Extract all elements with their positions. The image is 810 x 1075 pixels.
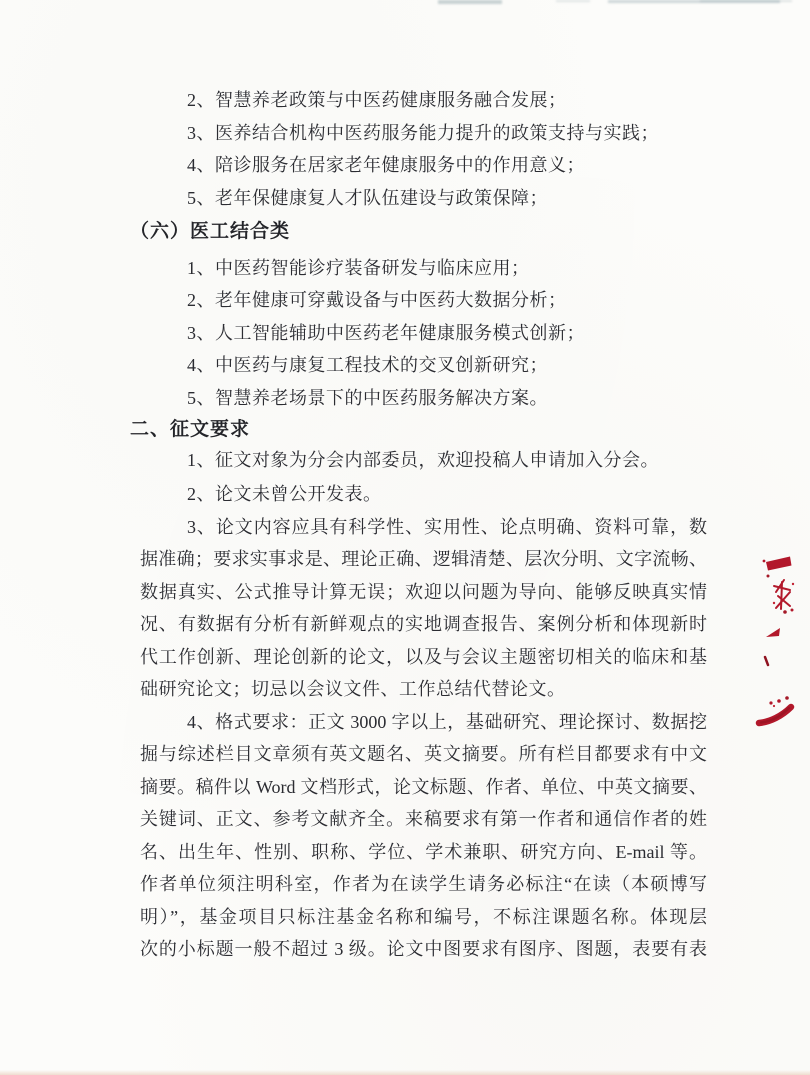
- paragraph-line: 次的小标题一般不超过 3 级。论文中图要求有图序、图题，表要有表: [140, 939, 707, 959]
- requirement-item: 2、论文未曾公开发表。: [187, 484, 382, 504]
- requirement-item: 1、征文对象为分会内部委员，欢迎投稿人申请加入分会。: [187, 449, 659, 470]
- paragraph-line: 数据真实、公式推导计算无误；欢迎以问题为导向、能够反映真实情: [140, 581, 707, 602]
- scan-artifact-top: [556, 0, 590, 2]
- paragraph-line: 代工作创新、理论创新的论文，以及与会议主题密切相关的临床和基: [140, 646, 707, 667]
- paragraph-line: 据准确；要求实事求是、理论正确、逻辑清楚、层次分明、文字流畅、: [140, 549, 707, 569]
- list-item: 3、医养结合机构中医药服务能力提升的政策支持与实践；: [187, 122, 659, 143]
- section-heading-part-two: 二、征文要求: [130, 419, 251, 440]
- paragraph-line: 础研究论文；切忌以会议文件、工作总结代替论文。: [140, 679, 566, 699]
- document-body: [130, 84, 707, 966]
- scan-artifact-bottom: [0, 1070, 810, 1075]
- scan-artifact-top: [700, 0, 792, 2]
- paragraph-line: 关键词、正文、参考文献齐全。来稿要求有第一作者和通信作者的姓: [140, 809, 707, 829]
- paragraph-line: 名、出生年、性别、职称、学位、学术兼职、研究方向、E-mail 等。: [140, 841, 707, 862]
- paragraph-line: 3、论文内容应具有科学性、实用性、论点明确、资料可靠，数: [187, 516, 707, 537]
- paragraph-line: 况、有数据有分析有新鲜观点的实地调查报告、案例分析和体现新时: [140, 614, 707, 634]
- list-item: 4、中医药与康复工程技术的交叉创新研究；: [187, 355, 548, 375]
- section-heading-six: （六）医工结合类: [130, 221, 291, 242]
- list-item: 2、老年健康可穿戴设备与中医药大数据分析；: [187, 290, 567, 310]
- list-item: 5、智慧养老场景下的中医药服务解决方案。: [187, 387, 548, 408]
- list-item: 2、智慧养老政策与中医药健康服务融合发展；: [187, 90, 567, 110]
- list-item: 1、中医药智能诊疗装备研发与临床应用；: [187, 257, 530, 278]
- list-item: 4、陪诊服务在居家老年健康服务中的作用意义；: [187, 155, 585, 175]
- paragraph-line: 4、格式要求：正文 3000 字以上，基础研究、理论探讨、数据挖: [187, 711, 707, 732]
- red-seal-fragment-icon: [738, 546, 800, 732]
- list-item: 3、人工智能辅助中医药老年健康服务模式创新；: [187, 322, 585, 343]
- list-item: 5、老年保健康复人才队伍建设与政策保障；: [187, 187, 548, 208]
- paragraph-line: 摘要。稿件以 Word 文档形式，论文标题、作者、单位、中英文摘要、: [140, 776, 707, 797]
- paragraph-line: 作者单位须注明科室，作者为在读学生请务必标注“在读（本硕博写: [140, 874, 707, 894]
- paragraph-line: 明）”，基金项目只标注基金名称和编号，不标注课题名称。体现层: [140, 906, 707, 927]
- paragraph-line: 掘与综述栏目文章须有英文题名、英文摘要。所有栏目都要求有中文: [140, 744, 707, 764]
- scan-artifact-top: [438, 0, 502, 4]
